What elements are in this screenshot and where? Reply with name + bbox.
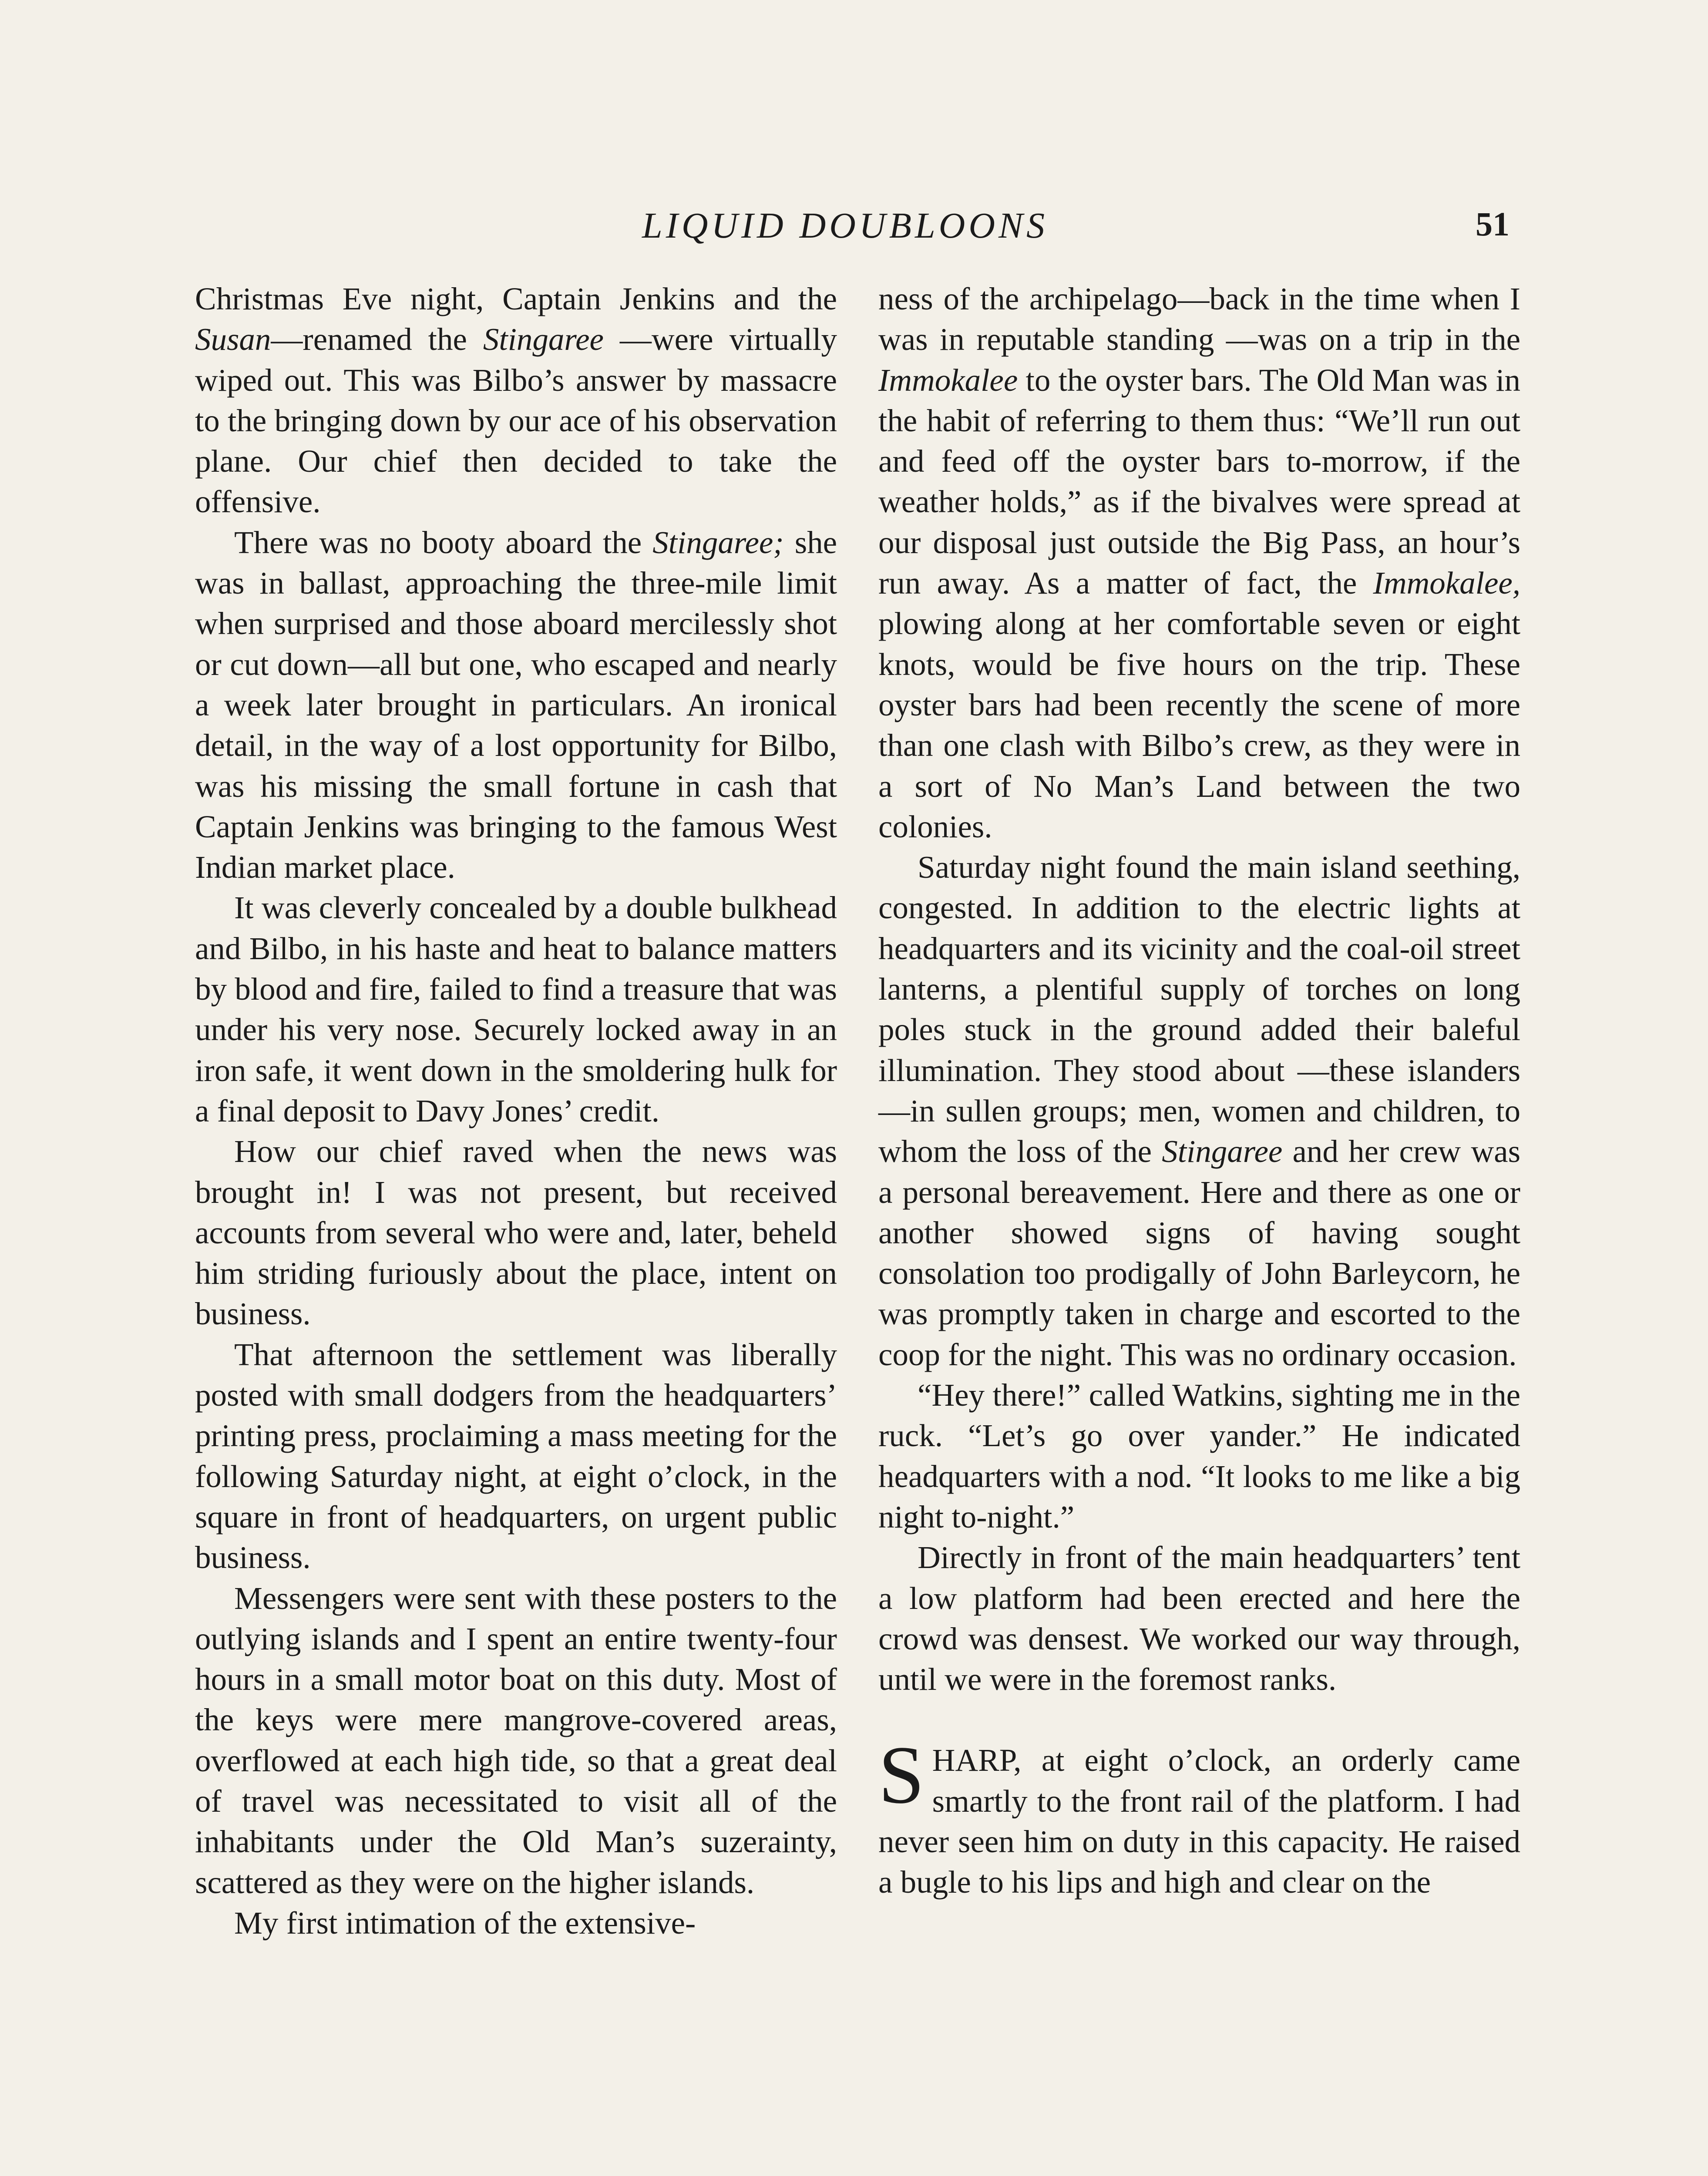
text-run: ness of the archipelago—back in the time when I was in reputable standing —was on a trip in the	[878, 281, 1520, 357]
ship-name: Immokalee	[878, 362, 1018, 398]
right-column	[878, 279, 1520, 1903]
section-paragraph	[878, 1729, 1520, 1902]
paragraph: Messengers were sent with these posters to the outlying islands and I spent an entire twenty-four hours in a small motor boat on this duty. Most of the keys were mere mangrove-covered areas, overflowed at each high tide, so that a great deal of travel was necessitated to visit all of the inhabitants under the Old Man’s suzerainty, scattered as they were on the higher islands.	[195, 1580, 837, 1900]
ship-name: Immokalee,	[1373, 565, 1520, 601]
left-column	[195, 279, 837, 1943]
paragraph: “Hey there!” called Watkins, sighting me in the ruck. “Let’s go over yander.” He indicated headquarters with a nod. “It looks to me like a big night to-night.”	[878, 1377, 1520, 1535]
text-run: HARP, at eight o’clock, an orderly came smartly to the front rail of the platform. I had never seen him on duty in this capacity. He raised a bugle to his lips and high and clear on the	[878, 1743, 1520, 1900]
paragraph: My first intimation of the extensive-	[234, 1905, 696, 1941]
paragraph	[878, 279, 1520, 847]
paragraph: How our chief raved when the news was brought in! I was not present, but received accounts from several who were and, later, beheld him striding furiously about the place, intent on business.	[195, 1134, 837, 1332]
text-run: —renamed the	[271, 322, 483, 357]
paragraph: It was cleverly concealed by a double bulkhead and Bilbo, in his haste and heat to balance matters by blood and fire, failed to find a treasure that was under his very nose. Securely locked away in an iron safe, it went down in the smoldering hulk for a final deposit to Davy Jones’ credit.	[195, 890, 837, 1128]
ship-name: Susan	[195, 322, 271, 357]
paragraph: That afternoon the settlement was liberally posted with small dodgers from the headquarters’ printing press, proclaiming a mass meeting for the following Saturday night, at eight o’clock, in the square in front of headquarters, on urgent public business.	[195, 1336, 837, 1575]
paragraph	[195, 522, 837, 888]
text-run: Christmas Eve night, Captain Jenkins and the	[195, 281, 837, 316]
paragraph: Directly in front of the main headquarters’ tent a low platform had been erected and here the crowd was densest. We worked our way through, until we were in the foremost ranks.	[878, 1540, 1520, 1697]
text-run: plowing along at her comfortable seven or eight knots, would be five hours on the trip. These oyster bars had been recently the scene of more than one clash with Bilbo’s crew, as they were in a sort of No Man’s Land between the two colonies.	[878, 606, 1520, 844]
text-run: There was no booty aboard the	[234, 524, 653, 560]
page-number: 51	[1476, 205, 1510, 243]
text-run: and her crew was a personal bereavement. Here and there as one or another showed signs of having sought consolation too prodigally of John Barleycorn, he was promptly taken in charge and escorted to the coop for the night. This was no ordinary occasion.	[878, 1134, 1520, 1372]
text-run: Saturday night found the main island seething, congested. In addition to the electric lights at headquarters and its vicinity and the coal-oil street lanterns, a plentiful supply of torches on long poles stuck in the ground added their baleful illumination. They stood about —these islanders—in sullen groups; men, women and children, to whom the loss of the	[878, 850, 1520, 1169]
paragraph	[878, 847, 1520, 1375]
ship-name: Stingaree;	[652, 524, 784, 560]
ship-name: Stingaree	[483, 322, 604, 357]
running-head	[0, 205, 1708, 257]
paragraph	[195, 279, 837, 522]
text-run: she was in ballast, approaching the three-mile limit when surprised and those aboard mercilessly shot or cut down—all but one, who escaped and nearly a week later brought in particulars. An ironical detail, in the way of a lost opportunity for Bilbo, was his missing the small fortune in cash that Captain Jenkins was bringing to the famous West Indian market place.	[195, 524, 837, 885]
text-run: to the oyster bars. The Old Man was in the habit of referring to them thus: “We’ll run out and feed off the oyster bars to-morrow, if the weather holds,” as if the bivalves were spread at our disposal just outside the Big Pass, an hour’s run away. As a matter of fact, the	[878, 362, 1520, 601]
ship-name: Stingaree	[1162, 1134, 1283, 1169]
drop-cap: S	[878, 1729, 925, 1821]
running-title: LIQUID DOUBLOONS	[642, 205, 1049, 246]
text-run: —were virtually wiped out. This was Bilbo’s answer by massacre to the bringing down by our ace of his observation plane. Our chief then decided to take the offensive.	[195, 322, 837, 520]
